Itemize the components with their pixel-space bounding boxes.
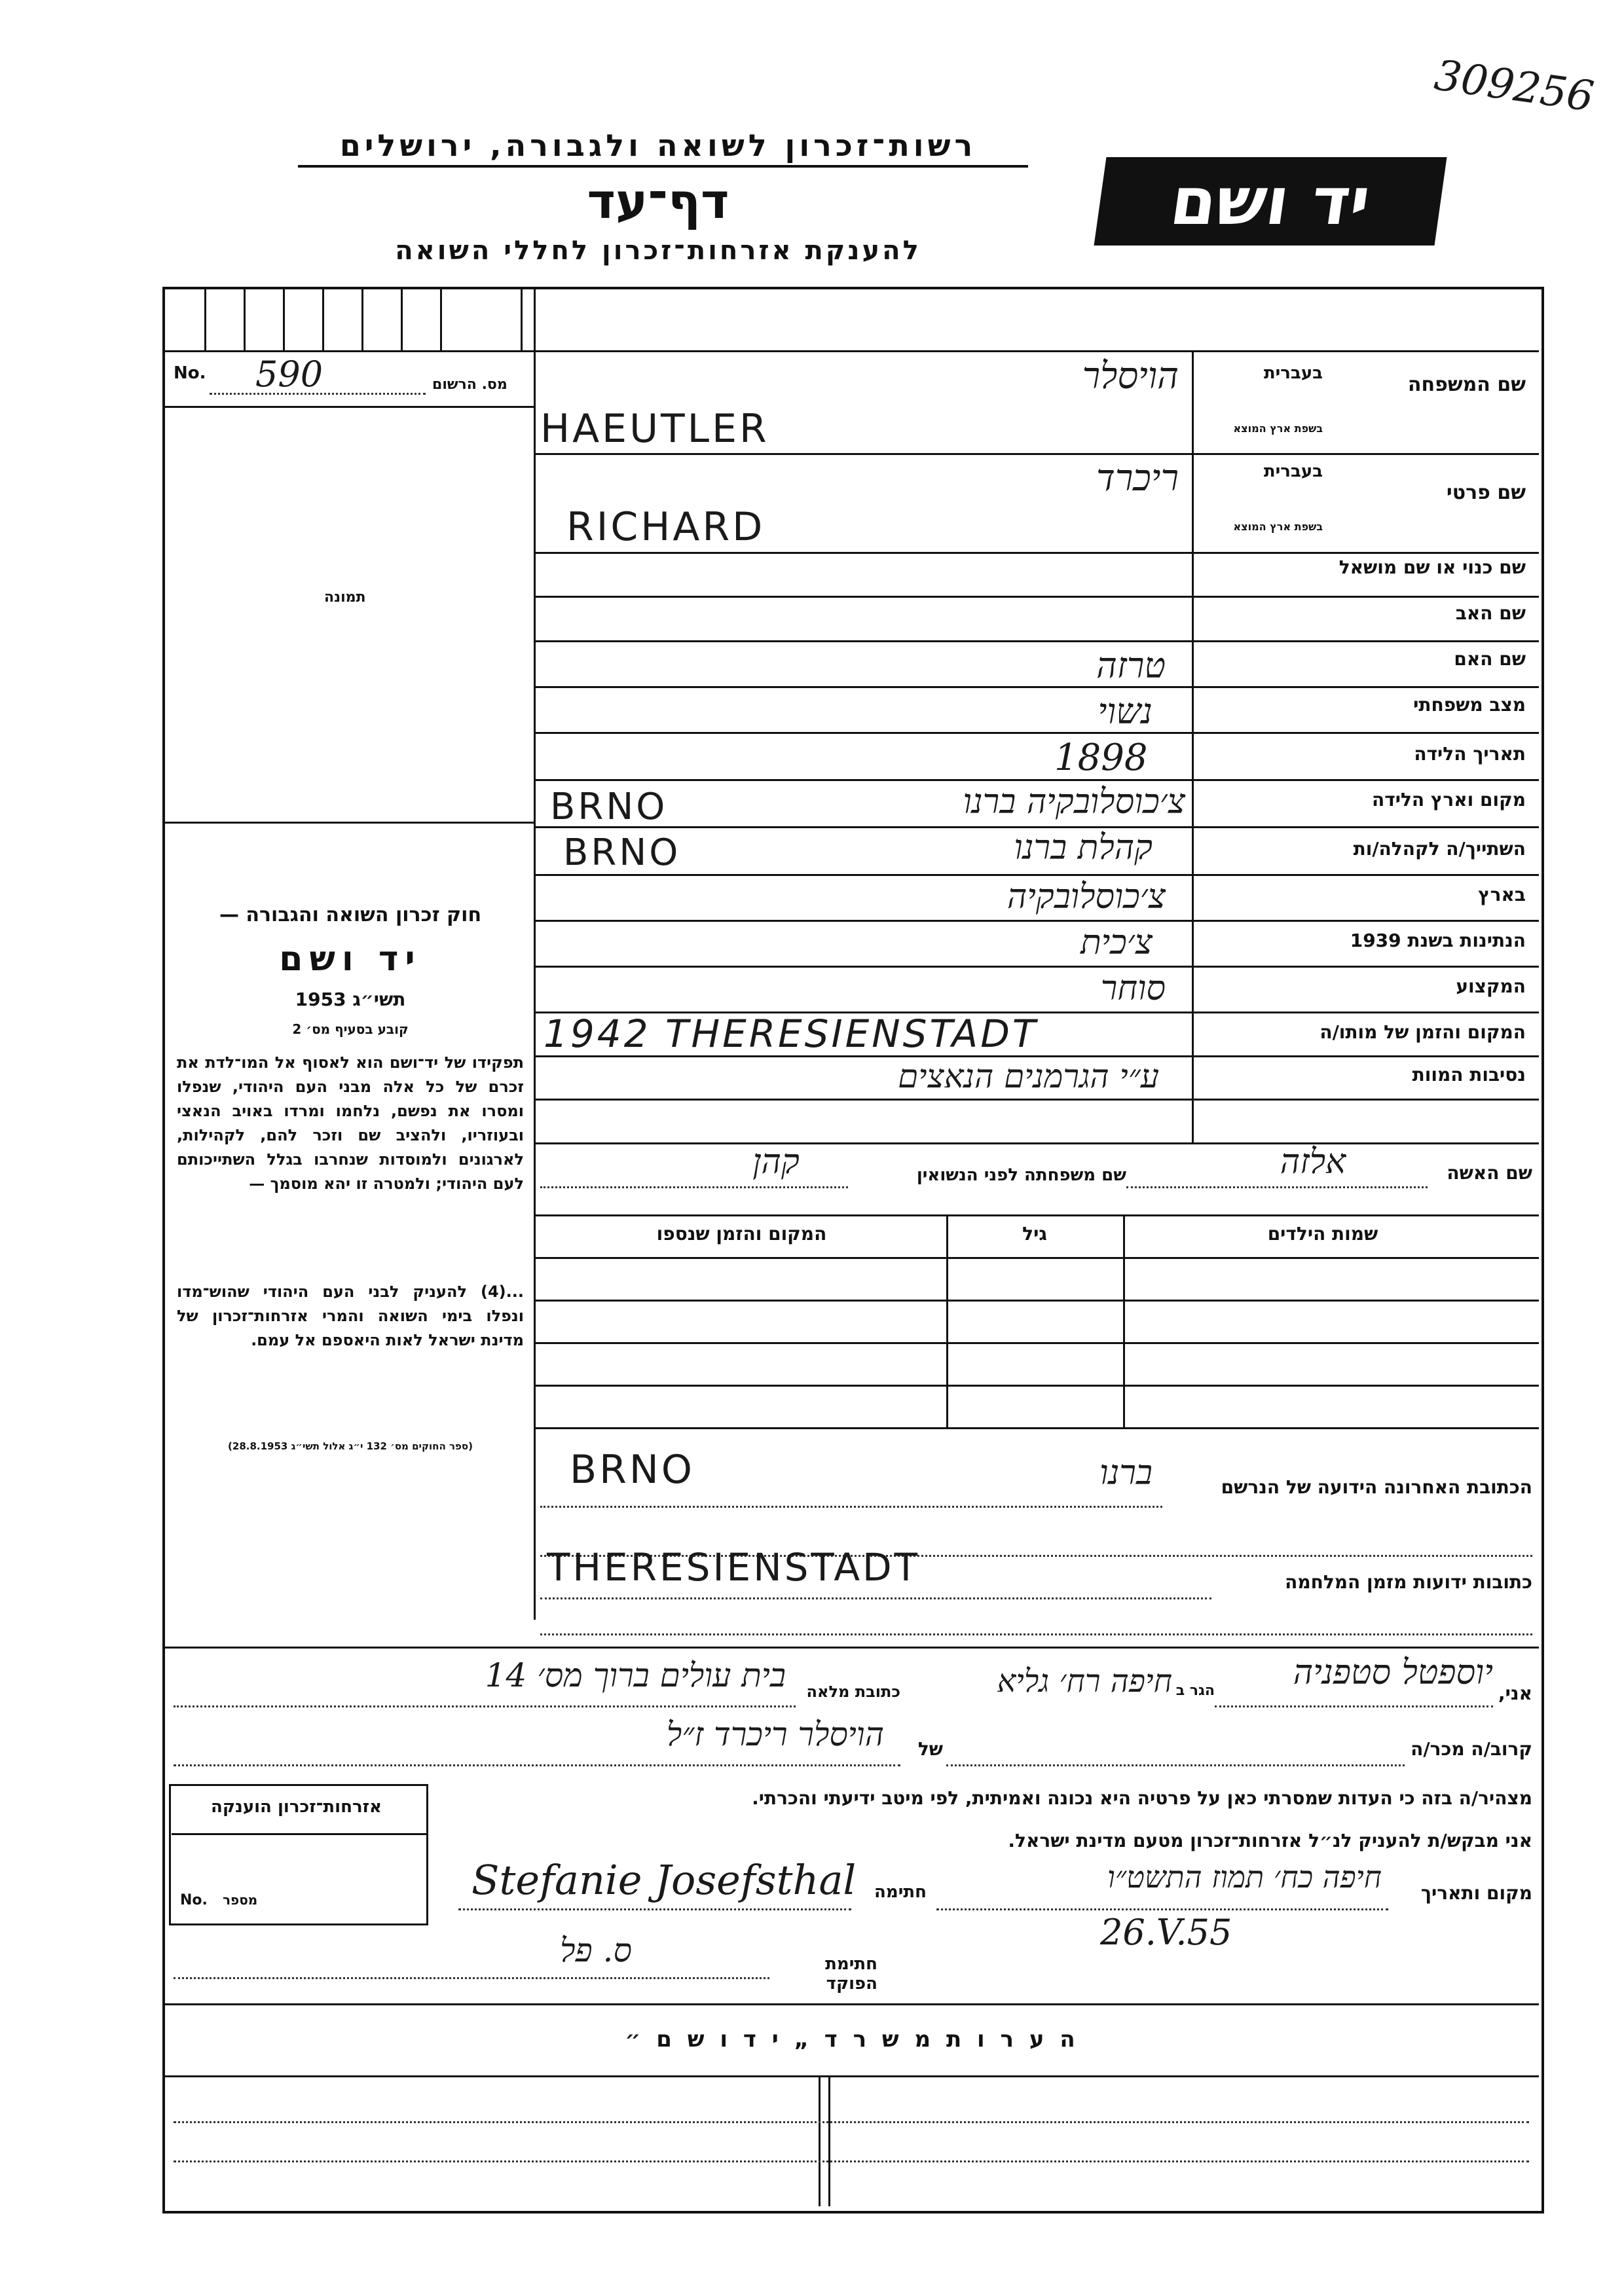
country-value: צ׳כוסלובקיה: [1006, 877, 1166, 917]
declarant-city: חיפה רח׳ גליא: [997, 1663, 1172, 1700]
law-text-1: תפקידו של יד־ושם הוא לאסוף אל המו־לדת את זכרם של כל אלה מבני העם היהודי, שנפלו ומסרו את נפשם, נלחמו ומרדו באויב הנאצי ובעוזריו, ולהציב שם וזכר להם, לקהילות, לארגונים ולמוסדות שנחרבו בגלל השתייכותם לעם היהודי; ולמטרה זו יהא מוסמך —: [177, 1053, 524, 1193]
birth-place-latin: BRNO: [550, 786, 668, 828]
community-label: השתייך/ה לקהלה/ות: [1353, 838, 1526, 860]
citizenship-box-no: No.: [180, 1892, 208, 1908]
office-notes-title: ה ע ר ו ת מ ש ר ד „ י ד ו ש ם ״: [625, 2026, 1079, 2052]
birth-date-value: 1898: [1054, 737, 1148, 779]
profession-label: המקצוע: [1456, 975, 1526, 997]
birth-place-label: מקום וארץ הלידה: [1372, 789, 1526, 811]
law-title: חוק זכרון השואה והגבורה —: [219, 903, 482, 926]
community-hebrew: קהלת ברנו: [1014, 828, 1153, 867]
children-header-names: שמות הילדים: [1267, 1223, 1378, 1245]
first-name-hebrew: ריכרד: [1096, 457, 1179, 500]
wartime-address-value: THERESIENSTADT: [547, 1545, 921, 1590]
children-header-place: המקום והזמן שנספו: [656, 1223, 827, 1245]
law-name: יד ושם: [279, 939, 422, 979]
reg-no-label: No.: [174, 363, 206, 383]
nickname-label: שם כנוי או שם מושאל: [1338, 556, 1526, 578]
request-text: אני מבקש/ת להעניק לנ״ל אזרחות־זכרון מטעם מדינת ישראל.: [1008, 1830, 1532, 1851]
declarant-i-label: אני,: [1498, 1683, 1532, 1704]
family-name-hebrew-label: בעברית: [1263, 363, 1323, 383]
first-name-label: שם פרטי: [1446, 481, 1526, 504]
marital-value: נשוי: [1098, 691, 1153, 732]
authority-title: רשות־זכרון לשואה ולגבורה, ירושלים: [339, 128, 977, 163]
first-name-origin-label: בשפת ארץ המוצא: [1233, 520, 1323, 533]
declarant-address: בית עולים ברוך מס׳ 14: [485, 1656, 786, 1694]
first-name-latin: RICHARD: [566, 504, 766, 550]
father-label: שם האב: [1455, 602, 1526, 624]
form-subtitle: להענקת אזרחות־זכרון לחללי השואה: [395, 236, 921, 266]
last-address-hebrew: ברנו: [1099, 1453, 1153, 1493]
left-column-divider: [534, 289, 536, 1620]
death-circ-value: ע״י הגרמנים הנאצים: [898, 1057, 1159, 1095]
signature-label: חתימה: [874, 1882, 927, 1902]
top-row-line: [165, 350, 1539, 352]
citizenship-label: הנתינות בשנת 1939: [1350, 930, 1526, 951]
official-signature-label: חתימת הפוקד: [825, 1954, 877, 1994]
reg-no-caption: מס. הרשום: [432, 376, 507, 393]
marital-label: מצב משפחתי: [1413, 694, 1526, 716]
official-signature-value: ס. פל: [560, 1931, 632, 1969]
first-name-hebrew-label: בעברית: [1263, 462, 1323, 481]
wartime-address-label: כתובות ידועות מזמן המלחמה: [1285, 1571, 1532, 1593]
declare-text: מצהיר/ה בזה כי העדות שמסרתי כאן על פרטיה היא נכונה ואמיתית, לפי מיטב ידיעתי והכרתי.: [752, 1787, 1532, 1809]
resides-label: הגר ב: [1175, 1683, 1215, 1699]
of-label: של: [917, 1738, 943, 1760]
maiden-label: שם משפחתה לפני הנשואין: [916, 1165, 1126, 1185]
death-place-value: 1942 THERESIENSTADT: [544, 1011, 1039, 1056]
last-address-latin: BRNO: [570, 1447, 695, 1493]
death-circ-label: נסיבות המוות: [1412, 1064, 1526, 1085]
family-name-origin-label: בשפת ארץ המוצא: [1233, 422, 1323, 435]
header-underline: [298, 165, 1028, 168]
maiden-value: קהן: [752, 1142, 800, 1182]
logo-text: יד ושם: [1166, 163, 1375, 240]
last-address-label: הכתובת האחרונה הידועה של הנרשם: [1221, 1476, 1532, 1498]
mother-label: שם האם: [1454, 648, 1526, 670]
family-name-latin: HAEUTLER: [540, 406, 769, 452]
reg-no-value: 590: [255, 354, 323, 395]
profession-value: סוחר: [1100, 969, 1166, 1008]
relative-label: קרוב/ה מכר/ה: [1411, 1738, 1532, 1760]
family-name-hebrew: הויסלר: [1082, 355, 1179, 397]
archive-number: 309256: [1431, 51, 1597, 122]
place-date-value: חיפה כח׳ תמוז התשט״ו: [1107, 1859, 1382, 1895]
birth-date-label: תאריך הלידה: [1414, 743, 1526, 765]
form-title: דף־עד: [587, 173, 729, 230]
law-year: תשי״ג 1953: [295, 989, 406, 1010]
law-clause: קובע בסעיף מס׳ 2: [292, 1021, 409, 1037]
place-date-label: מקום ותאריך: [1420, 1882, 1532, 1904]
citizenship-box-title: אזרחות־זכרון הוענקה: [211, 1797, 382, 1817]
wife-label: שם האשה: [1447, 1162, 1532, 1184]
country-label: בארץ: [1478, 884, 1526, 905]
citizenship-value: צ׳כית: [1080, 923, 1153, 962]
logo: [1094, 157, 1447, 246]
wife-value: אלזה: [1280, 1142, 1346, 1182]
law-source: (ספר החוקים מס׳ 132 י״ג אלול תשי״ג 28.8.1953): [228, 1440, 473, 1452]
relative-value: הויסלר ריכרד ז״ל: [666, 1715, 884, 1753]
full-address-label: כתובת מלאה: [806, 1683, 900, 1701]
citizenship-box-number-label: מספר: [223, 1892, 258, 1908]
date-value: 26.V.55: [1100, 1912, 1232, 1953]
signature-value: Stefanie Josefsthal: [471, 1856, 857, 1904]
birth-place-hebrew: צ׳כוסלובקיה ברנו: [963, 782, 1185, 822]
photo-label: תמונה: [324, 589, 366, 606]
law-text-2: ...(4) להעניק לבני העם היהודי שהוש־מדו ונפלו בימי השואה והמרי אזרחות־זכרון של מדינת ישראל לאות היאספם אל עמם.: [177, 1283, 524, 1349]
family-name-label: שם המשפחה: [1407, 373, 1526, 396]
label-column-divider: [1192, 350, 1194, 1142]
children-header-age: גיל: [1022, 1223, 1047, 1245]
mother-value: טרזה: [1096, 645, 1166, 686]
declarant-name: יוספטל סטפניה: [1293, 1653, 1493, 1692]
death-place-label: המקום והזמן של מותו/ה: [1320, 1021, 1526, 1043]
community-latin: BRNO: [563, 831, 681, 874]
